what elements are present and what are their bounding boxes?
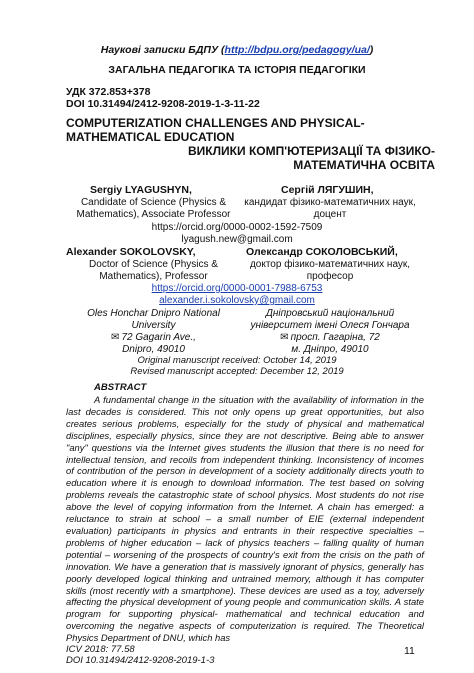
envelope-icon: ✉ [111,332,120,343]
institution-en-name1: Oles Honchar Dnipro National [87,308,220,319]
doi-code: DOI 10.31494/2412-9208-2019-1-3-11-22 [66,98,260,110]
author2-name-uk: Олександр СОКОЛОВСЬКИЙ, [246,246,398,258]
institution-uk [236,308,424,356]
journal-link[interactable]: http://bdpu.org/pedagogy/ua/ [224,44,370,56]
manuscript-received: Original manuscript received: October 14, 2019 [137,355,337,366]
section-title: ЗАГАЛЬНА ПЕДАГОГІКА ТА ІСТОРІЯ ПЕДАГОГІКИ [108,64,366,76]
author1-affiliation-uk: кандидат фізико-математичних наук, доцент [244,197,416,220]
institution-en [66,308,241,356]
author2-affiliation-uk: доктор фізико-математичних наук, професор [249,259,411,282]
institution-en-city: Dnipro, 49010 [122,344,185,355]
manuscript-accepted: Revised manuscript accepted: December 12, 2019 [130,366,344,377]
author1-name-en: Sergiy LYAGUSHYN, [90,184,192,196]
author2-email[interactable]: alexander.i.sokolovsky@gmail.com [159,295,315,306]
institution-uk-name1: Дніпровський національний [265,308,395,319]
title-english: COMPUTERIZATION CHALLENGES AND PHYSICAL-MATHEMATICAL EDUCATION [66,116,365,144]
institution-uk-address: ✉ просп. Гагаріна, 72 [280,332,380,343]
envelope-icon: ✉ [280,332,289,343]
institution-uk-name2: університет імені Олеся Гончара [250,320,410,331]
footer-info [66,644,214,666]
footer-doi: DOI 10.31494/2412-9208-2019-1-3 [66,655,215,666]
author1-name-uk: Сергій ЛЯГУШИН, [281,184,374,196]
journal-header: Наукові записки БДПУ (http://bdpu.org/pedagogy/ua/) [100,44,374,56]
author1-orcid[interactable]: https://orcid.org/0000-0002-1592-7509 [151,222,323,233]
journal-name: Наукові записки БДПУ [100,44,219,56]
institution-uk-city: м. Дніпро, 49010 [291,344,369,355]
abstract-heading: ABSTRACT [94,382,147,393]
author2-affiliation-en: Doctor of Science (Physics & Mathematics), Professor [89,259,218,282]
author1-email[interactable]: lyagush.new@gmail.com [181,234,293,245]
title-ukrainian: ВИКЛИКИ КОМП'ЮТЕРИЗАЦІЇ ТА ФІЗИКО-МАТЕМАТИЧНА ОСВІТА [188,144,435,172]
author1-affiliation-en: Candidate of Science (Physics & Mathematics), Associate Professor [76,197,231,220]
udk-code: УДК 372.853+378 [66,86,151,98]
author2-name-en: Alexander SOKOLOVSKY, [66,246,196,258]
institution-en-name2: University [131,320,176,331]
page-number: 11 [404,645,415,657]
abstract-text: A fundamental change in the situation with the availability of information in the last decades is considered. This not only opens up great opportunities, but also creates serious problems, especially for the study of physical and mathematical disciplines, especially physics, since they are not descriptive. Being able to answer "any" questions via the Internet gives students the illusion that there is no need for intellectual tension, and recoils from independent thinking. Inconsistency of incomes of contribution of the person in development of a society additionally directs youth to education where it is enough to download information. The test based on solving problems reveals the catastrophic state of school physics. Most students do not rise above the level of copying information from the Internet. A chain has emerged: a reluctance to strain at school – a small number of EIE (external independent evaluation) participants in physics and entrants in their respective specialties – problems of higher education – lack of physics teachers – falling quality of human potential – worsening of the prospects of country's exit from the crisis on the path of innovation. We have a generation that is massively ignorant of physics, generally has poorly developed logical thinking and untrained memory, although it has computer skills (most recently with a smartphone). These devices are used as a toy, adversely affecting the physical development of young people and communication skills. A state program for supporting physical- mathematical and technical education and overcoming the negative aspects of computerization is required. The Theoretical Physics Department of DNU, which has [66,394,424,644]
footer-icv: ICV 2018: 77.58 [66,644,135,655]
institution-en-address: ✉ 72 Gagarin Ave., [111,332,196,343]
author2-orcid[interactable]: https://orcid.org/0000-0001-7988-6753 [151,283,323,294]
